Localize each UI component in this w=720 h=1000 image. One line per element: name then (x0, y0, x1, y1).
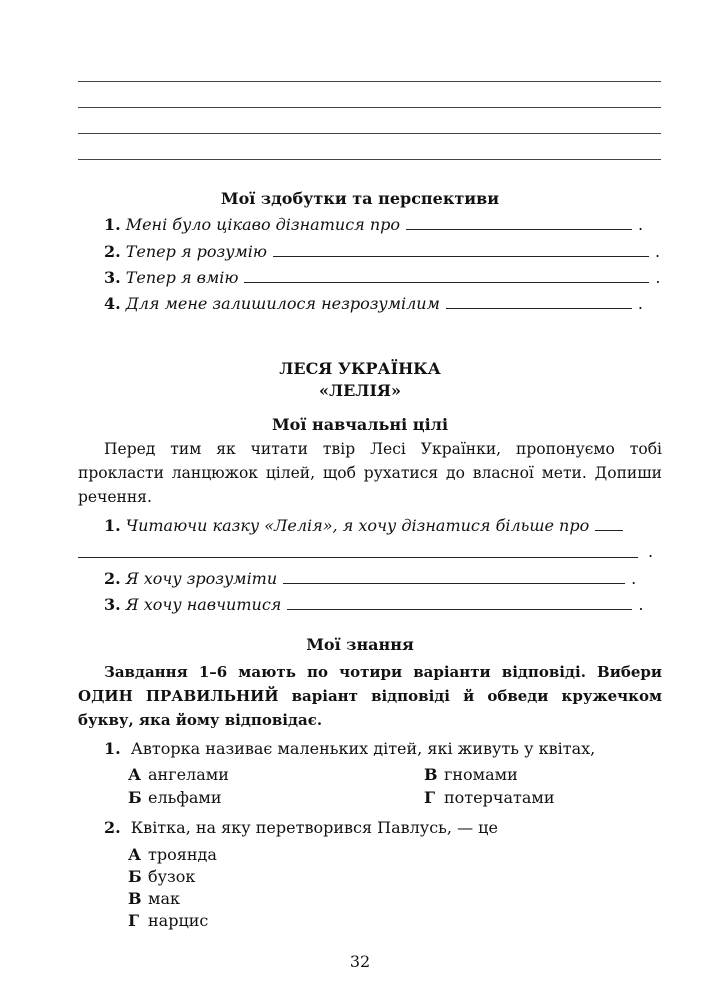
answer-option[interactable] (128, 788, 222, 807)
answer-option[interactable] (128, 889, 180, 908)
item-number: 2. (104, 242, 121, 261)
item-end: . (654, 242, 661, 261)
goal-item (104, 516, 623, 535)
option-text: потерчатами (444, 788, 555, 807)
option-letter[interactable]: Г (424, 788, 436, 807)
option-text: мак (148, 889, 180, 908)
item-end: . (637, 294, 643, 313)
option-text: троянда (148, 845, 217, 864)
item-number: 2. (104, 569, 121, 588)
item-number: 1. (104, 516, 121, 535)
item-text: Читаючи казку «Лелія», я хочу дізнатися більше про (125, 516, 590, 535)
option-text: бузок (148, 867, 196, 886)
option-letter[interactable]: В (424, 765, 438, 784)
option-text: нарцис (148, 911, 209, 930)
answer-blank[interactable] (406, 215, 632, 230)
answer-blank[interactable] (244, 268, 649, 283)
item-end: . (638, 595, 644, 614)
option-letter[interactable]: А (128, 765, 142, 784)
option-text: ангелами (148, 765, 229, 784)
achievement-item (104, 294, 643, 313)
achievement-item (104, 242, 660, 261)
goals-intro: Перед тим як читати твір Лесі Українки, пропонуємо тобі прокласти ланцюжок цілей, щоб рухатися до власної мети. Допиши речення. (78, 440, 662, 506)
answer-blank[interactable] (287, 595, 632, 610)
question-number: 2. (104, 818, 121, 837)
answer-blank-continuation[interactable] (78, 543, 638, 558)
writing-line (78, 81, 661, 82)
item-number: 3. (104, 268, 121, 287)
item-end: . (631, 569, 637, 588)
writing-line (78, 107, 661, 108)
item-text: Я хочу зрозуміти (125, 569, 278, 588)
answer-option[interactable] (128, 867, 195, 886)
question (104, 739, 595, 758)
answer-option[interactable] (128, 911, 208, 930)
item-text: Тепер я розумію (125, 242, 267, 261)
item-text: Я хочу навчитися (125, 595, 282, 614)
item-number: 1. (104, 215, 121, 234)
option-text: гномами (444, 765, 518, 784)
question (104, 818, 498, 837)
item-number: 3. (104, 595, 121, 614)
option-letter[interactable]: Б (128, 788, 142, 807)
knowledge-heading: Мої знання (306, 635, 414, 654)
option-letter[interactable]: А (128, 845, 142, 864)
item-end: . (638, 215, 644, 234)
achievements-heading: Мої здобутки та перспективи (220, 189, 500, 208)
answer-option[interactable] (424, 788, 554, 807)
task-instruction: Завдання 1–6 мають по чотири варіанти відповіді. Вибери ОДИН ПРАВИЛЬНИЙ варіант відповіді й обведи кружечком букву, яка йому відповідає. (78, 663, 662, 729)
writing-line (78, 159, 661, 160)
item-number: 4. (104, 294, 121, 313)
page-number: 32 (349, 952, 371, 971)
question-text: Квітка, на яку перетворився Павлусь, — це (130, 818, 498, 837)
option-letter[interactable]: В (128, 889, 142, 908)
option-text: ельфами (148, 788, 222, 807)
work-author: ЛЕСЯ УКРАЇНКА (279, 359, 441, 378)
item-end: . (655, 268, 661, 287)
option-letter[interactable]: Б (128, 867, 142, 886)
goals-heading: Мої навчальні цілі (271, 415, 449, 434)
answer-option[interactable] (128, 765, 229, 784)
work-title: «ЛЕЛІЯ» (318, 381, 402, 400)
item-text: Мені було цікаво дізнатися про (125, 215, 401, 234)
answer-blank[interactable] (446, 294, 632, 309)
goal-item (104, 569, 636, 588)
option-letter[interactable]: Г (128, 911, 140, 930)
answer-option[interactable] (128, 845, 217, 864)
answer-blank[interactable] (283, 569, 625, 584)
item-text: Для мене залишилося незрозумілим (125, 294, 440, 313)
item-end: . (648, 542, 654, 561)
answer-blank[interactable] (595, 516, 623, 531)
answer-blank[interactable] (273, 242, 649, 257)
answer-option[interactable] (424, 765, 518, 784)
item-text: Тепер я вмію (125, 268, 239, 287)
question-number: 1. (104, 739, 121, 758)
achievement-item (104, 215, 643, 234)
writing-line (78, 133, 661, 134)
question-text: Авторка називає маленьких дітей, які живуть у квітах, (130, 739, 596, 758)
goal-item (104, 595, 643, 614)
achievement-item (104, 268, 661, 287)
